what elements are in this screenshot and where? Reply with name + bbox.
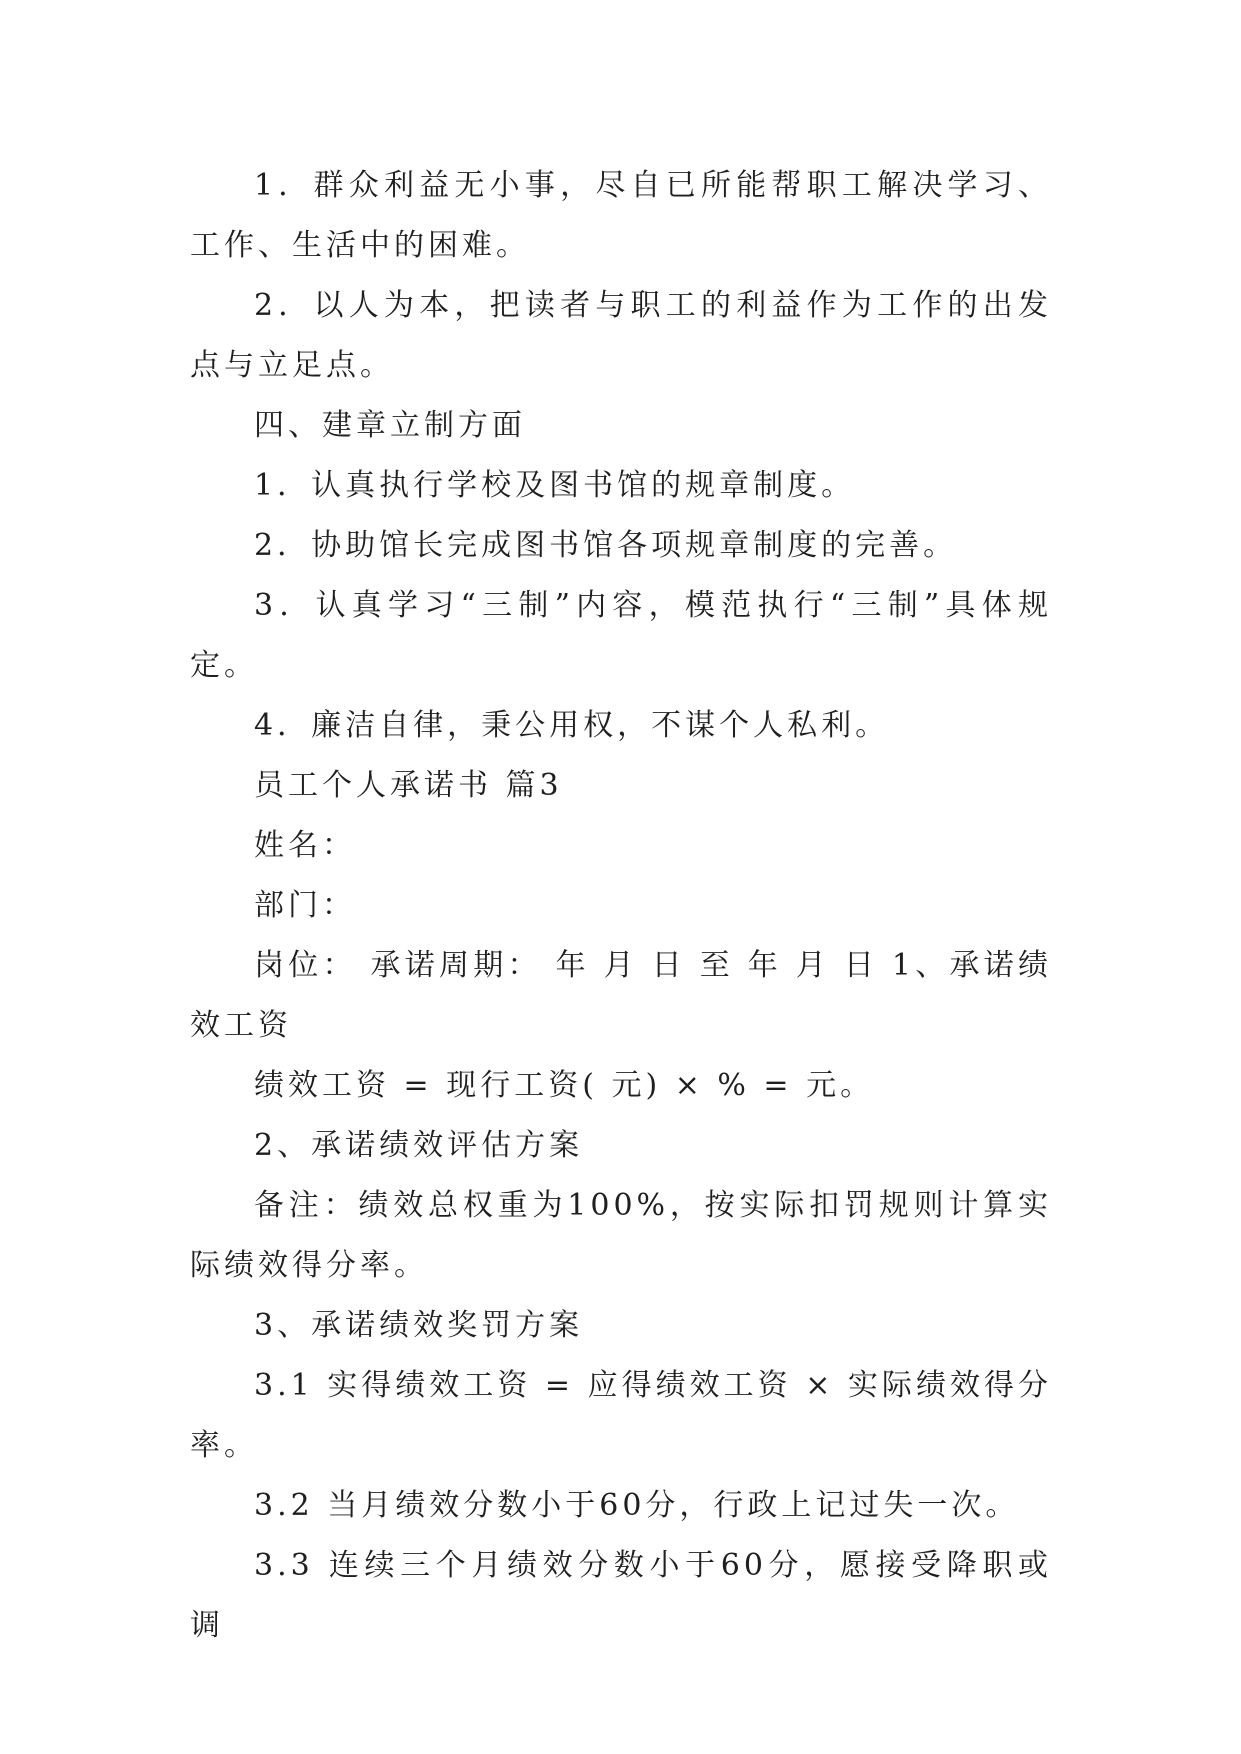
form-field-department: 部门： [254, 888, 356, 923]
paragraph: 3.1 实得绩效工资 = 应得绩效工资 × 实际绩效得分率。 [190, 1368, 1052, 1463]
paragraph: 1．群众利益无小事，尽自已所能帮职工解决学习、工作、生活中的困难。 [190, 168, 1052, 263]
section-heading: 2、承诺绩效评估方案 [254, 1128, 584, 1163]
paragraph: 3．认真学习“三制”内容，模范执行“三制”具体规定。 [190, 588, 1052, 683]
note-paragraph: 备注：绩效总权重为100%，按实际扣罚规则计算实际绩效得分率。 [190, 1188, 1052, 1283]
document-title: 员工个人承诺书 篇3 [254, 768, 563, 803]
section-heading: 四、建章立制方面 [254, 408, 526, 443]
paragraph: 3.2 当月绩效分数小于60分，行政上记过失一次。 [254, 1488, 1020, 1523]
paragraph: 2．协助馆长完成图书馆各项规章制度的完善。 [254, 528, 958, 563]
form-field-position: 岗位： 承诺周期： 年 月 日 至 年 月 日 1、承诺绩效工资 [190, 948, 1052, 1043]
form-field-name: 姓名： [254, 828, 356, 863]
section-heading: 3、承诺绩效奖罚方案 [254, 1308, 584, 1343]
document-page [190, 156, 1052, 1656]
formula-line: 绩效工资 = 现行工资( 元) × % = 元。 [254, 1068, 875, 1103]
paragraph: 3.3 连续三个月绩效分数小于60分，愿接受降职或调 [190, 1548, 1052, 1643]
paragraph: 4．廉洁自律，秉公用权，不谋个人私利。 [254, 708, 890, 743]
paragraph: 2．以人为本，把读者与职工的利益作为工作的出发点与立足点。 [190, 288, 1052, 383]
paragraph: 1．认真执行学校及图书馆的规章制度。 [254, 468, 856, 503]
